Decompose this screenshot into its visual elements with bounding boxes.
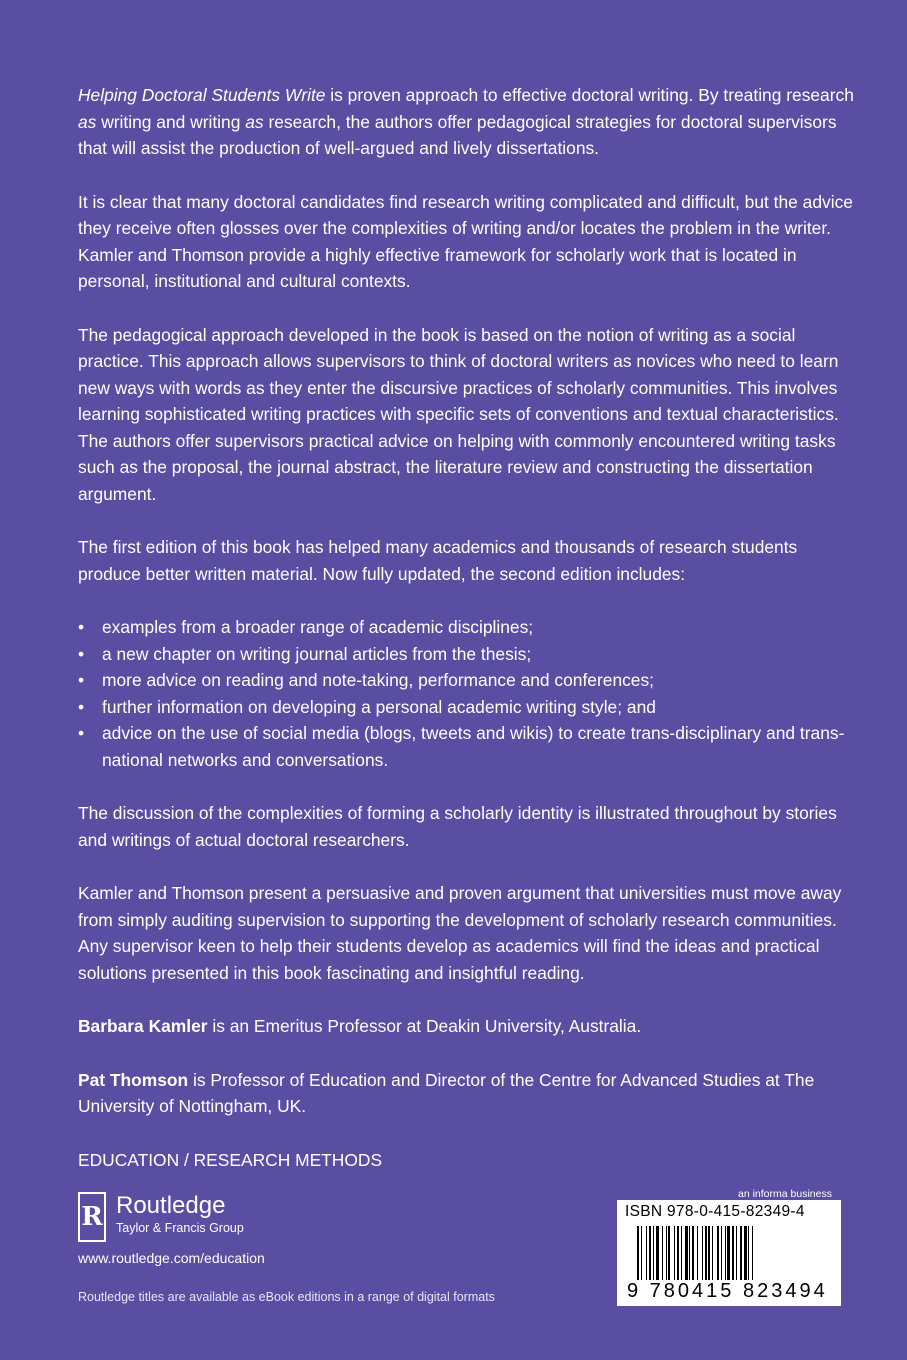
publisher-block: [78, 1192, 265, 1266]
barcode-bar: [692, 1226, 694, 1282]
barcode-bar: [725, 1226, 726, 1282]
paragraph: Kamler and Thomson present a persuasive and proven argument that universities must move away from simply auditing supervision to supporting the development of scholarly research communities. Any supervisor keen to help their students develop as academics will find the ideas and practical solutions presented in this book fascinating and insightful reading.: [78, 883, 842, 983]
barcode-bar: [646, 1226, 647, 1282]
barcode-bar: [752, 1226, 753, 1282]
subject-category: EDUCATION / RESEARCH METHODS: [78, 1149, 383, 1170]
list-item: • advice on the use of social media (blogs, tweets and wikis) to create trans-disciplinary and trans-national networks and conversations.: [78, 720, 858, 773]
ebook-note: Routledge titles are available as eBook editions in a range of digital formats: [78, 1290, 495, 1304]
barcode-bar: [721, 1226, 722, 1282]
barcode-bar: [708, 1226, 710, 1282]
author-name: Barbara Kamler: [78, 1016, 208, 1036]
back-cover-text: [78, 82, 858, 1200]
barcode-bar: [727, 1226, 730, 1282]
publisher-website[interactable]: www.routledge.com/education: [78, 1250, 265, 1266]
paragraph: The discussion of the complexities of forming a scholarly identity is illustrated throughout by stories and writings of actual doctoral researchers.: [78, 803, 837, 850]
book-title: Helping Doctoral Students Write: [78, 85, 326, 105]
barcode: [617, 1200, 841, 1306]
barcode-bar: [637, 1226, 639, 1282]
barcode-bar: [740, 1226, 742, 1282]
barcode-bar: [685, 1226, 688, 1282]
barcode-bar: [668, 1226, 670, 1282]
barcode-bar: [705, 1226, 707, 1282]
barcode-bar: [649, 1226, 651, 1282]
publisher-name: Routledge: [116, 1192, 226, 1219]
author-name: Pat Thomson: [78, 1069, 189, 1090]
intro-paragraph: Helping Doctoral Students Write is proven approach to effective doctoral writing. By treating research as writing and writing as research, the authors offer pedagogical strategies for doctoral supervisors that will assist the production of well-argued and lively dissertations.: [78, 85, 854, 158]
barcode-bar: [744, 1226, 747, 1282]
barcode-bar: [717, 1226, 719, 1282]
paragraph: The first edition of this book has helped many academics and thousands of research students produce better written material. Now fully updated, the second edition includes:: [78, 537, 798, 584]
barcode-bar: [748, 1226, 749, 1282]
paragraph: The pedagogical approach developed in the book is based on the notion of writing as a social practice. This approach allows supervisors to think of doctoral writers as novices who need to learn new ways with words as they enter the discursive practices of scholarly communities. This involves learning sophisticated writing practices with specific sets of conventions and textual characteristics. The authors offer supervisors practical advice on helping with commonly encountered writing tasks such as the proposal, the journal abstract, the literature review and constructing the dissertation argument.: [78, 324, 839, 504]
list-item: • more advice on reading and note-taking, performance and conferences;: [78, 667, 858, 694]
barcode-bar: [732, 1226, 734, 1282]
paragraph: It is clear that many doctoral candidates find research writing complicated and difficult, but the advice they receive often glosses over the complexities of writing and/or locates the problem in the writer. Kamler and Thomson provide a highly effective framework for scholarly work that is located in personal, institutional and cultural contexts.: [78, 191, 853, 291]
barcode-bars: [637, 1226, 837, 1282]
routledge-logo-icon: R: [78, 1192, 106, 1242]
barcode-bar: [689, 1226, 690, 1282]
author-bio: Pat Thomson is Professor of Education and Director of the Centre for Advanced Studies at The University of Nottingham, UK.: [78, 1069, 815, 1116]
barcode-bar: [677, 1226, 679, 1282]
barcode-bar: [697, 1226, 698, 1282]
features-list: [78, 614, 858, 773]
list-item: • a new chapter on writing journal articles from the thesis;: [78, 641, 858, 668]
ean-digits: 9 780415 823494: [627, 1280, 828, 1302]
publisher-group: Taylor & Francis Group: [116, 1221, 244, 1235]
barcode-bar: [653, 1226, 654, 1282]
barcode-bar: [656, 1226, 659, 1282]
barcode-bar: [674, 1226, 675, 1282]
barcode-bar: [736, 1226, 737, 1282]
isbn-label: ISBN 978-0-415-82349-4: [625, 1203, 805, 1220]
barcode-bar: [662, 1226, 663, 1282]
barcode-bar: [666, 1226, 667, 1282]
list-item: • examples from a broader range of academic disciplines;: [78, 614, 858, 641]
barcode-bar: [681, 1226, 682, 1282]
informa-tagline: an informa business: [738, 1188, 832, 1200]
barcode-bar: [641, 1226, 642, 1282]
author-bio: Barbara Kamler is an Emeritus Professor at Deakin University, Australia.: [78, 1016, 642, 1036]
barcode-bar: [702, 1226, 703, 1282]
list-item: • further information on developing a personal academic writing style; and: [78, 694, 858, 721]
barcode-bar: [712, 1226, 713, 1282]
